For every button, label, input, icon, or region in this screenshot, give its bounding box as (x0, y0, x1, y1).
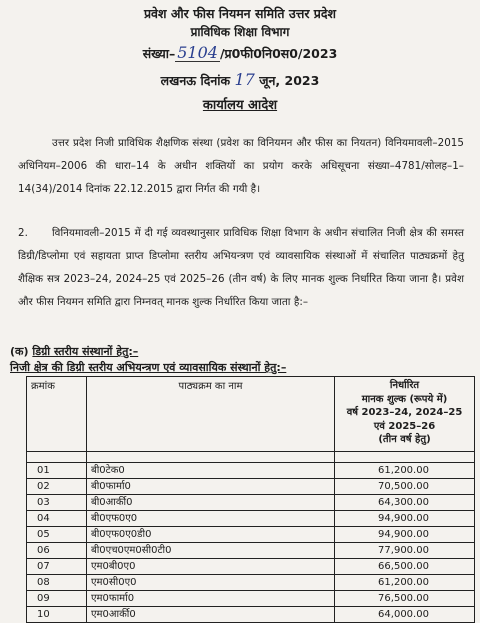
cell-sno: 04 (27, 511, 87, 527)
fee-table-body (27, 452, 475, 623)
office-order-title: कार्यालय आदेश (202, 98, 278, 113)
cell-fee: 64,000.00 (335, 607, 475, 623)
header-department: प्राविधिक शिक्षा विभाग (190, 25, 290, 39)
date-suffix: जून, 2023 (259, 73, 320, 88)
cell-sno: 03 (27, 495, 87, 511)
column-header-sno: क्रमांक (27, 377, 87, 452)
header-committee-name: प्रवेश और फीस नियमन समिति उत्तर प्रदेश (143, 6, 337, 21)
cell-fee: 64,300.00 (335, 495, 475, 511)
cell-fee: 61,200.00 (335, 575, 475, 591)
section-label (10, 345, 138, 359)
column-header-course: पाठ्यक्रम का नाम (87, 377, 335, 452)
section-label-text: डिग्री स्तरीय संस्थानों हेतु:– (32, 345, 139, 358)
table-row (27, 479, 475, 495)
cell-course: एम0फार्मा0 (87, 591, 335, 607)
cell-fee: 61,200.00 (335, 463, 475, 479)
table-row (27, 607, 475, 623)
cell-course: बी0टेक0 (87, 463, 335, 479)
fee-header-line: (तीन वर्ष हेतु) (378, 434, 431, 445)
date-prefix: लखनऊ दिनांक (160, 73, 231, 88)
cell-course: बी0आर्की0 (87, 495, 335, 511)
fee-table-header-row (27, 377, 475, 452)
cell-course: बी0एच0एम0सी0टी0 (87, 543, 335, 559)
fee-header-line: मानक शुल्क (रूपये में) (361, 393, 448, 405)
cell-sno: 07 (27, 559, 87, 575)
fee-header-line: एवं 2025–26 (373, 420, 436, 432)
cell-sno: 01 (27, 463, 87, 479)
section-label-prefix: (क) (10, 345, 29, 358)
header-reference (0, 45, 480, 62)
spacer-cell (87, 452, 335, 463)
cell-sno: 09 (27, 591, 87, 607)
cell-sno: 02 (27, 479, 87, 495)
cell-course: एम0आर्की0 (87, 607, 335, 623)
paragraph-2 (18, 222, 464, 314)
table-row (27, 527, 475, 543)
table-row (27, 591, 475, 607)
table-row (27, 463, 475, 479)
table-row (27, 495, 475, 511)
reference-suffix: /प्र0फी0नि0स0/2023 (219, 46, 338, 61)
cell-course: बी0फार्मा0 (87, 479, 335, 495)
cell-sno: 10 (27, 607, 87, 623)
table-row (27, 559, 475, 575)
paragraph-2-number: 2. (18, 227, 28, 239)
table-row (27, 511, 475, 527)
fee-table (26, 376, 475, 623)
table-spacer-row (27, 452, 475, 463)
cell-course: एम0सी0ए0 (87, 575, 335, 591)
cell-fee: 94,900.00 (335, 511, 475, 527)
fee-header-line: वर्ष 2023–24, 2024–25 (346, 407, 463, 418)
cell-fee: 70,500.00 (335, 479, 475, 495)
cell-sno: 06 (27, 543, 87, 559)
cell-fee: 76,500.00 (335, 591, 475, 607)
cell-course: बी0एफ0ए0डी0 (87, 527, 335, 543)
section-subtitle: निजी क्षेत्र की डिग्री स्तरीय अभियन्त्रण एवं व्यावसायिक संस्थानों हेतु:– (10, 361, 287, 374)
paragraph-1: उत्तर प्रदेश निजी प्राविधिक शैक्षणिक संस्था (प्रवेश का विनियमन और फीस का नियतन) विनियमावली–2015 अधिनियम–2006 की धारा–14 के अधीन शक्तियों का प्रयोग करके अधिसूचना संख्या–4781/सोलह–1–14(34)/2014 दिनांक 22.12.2015 द्वारा निर्गत की गयी है। (18, 137, 464, 195)
table-row (27, 543, 475, 559)
cell-course: एम0बी0ए0 (87, 559, 335, 575)
table-row (27, 575, 475, 591)
column-header-fee (335, 377, 475, 452)
cell-fee: 66,500.00 (335, 559, 475, 575)
spacer-cell (335, 452, 475, 463)
date-day-handwritten: 17 (234, 70, 255, 89)
paragraph-2-text: विनियमावली–2015 में दी गई व्यवस्थानुसार प्राविधिक शिक्षा विभाग के अधीन संचालित निजी क्षेत्र की समस्त डिग्री/डिप्लोमा एवं सहायता प्राप्त डिप्लोमा स्तरीय अभियन्त्रण एवं व्यावसायिक संस्थाओं में संचालित पाठ्यक्रमों हेतु शैक्षिक सत्र 2023–24, 2024–25 एवं 2025–26 (तीन वर्ष) के लिए मानक शुल्क निर्धारित किया जाना है। प्रवेश और फीस नियमन समिति द्वारा निम्नवत् मानक शुल्क निर्धारित किया जाता है:– (18, 227, 464, 308)
spacer-cell (27, 452, 87, 463)
cell-fee: 77,900.00 (335, 543, 475, 559)
cell-course: बी0एफ0ए0 (87, 511, 335, 527)
reference-prefix: संख्या– (142, 46, 176, 61)
reference-number-handwritten: 5104 (177, 43, 218, 62)
cell-sno: 08 (27, 575, 87, 591)
header-date (0, 72, 480, 89)
cell-sno: 05 (27, 527, 87, 543)
cell-fee: 94,900.00 (335, 527, 475, 543)
fee-header-line: निर्धारित (389, 380, 420, 391)
